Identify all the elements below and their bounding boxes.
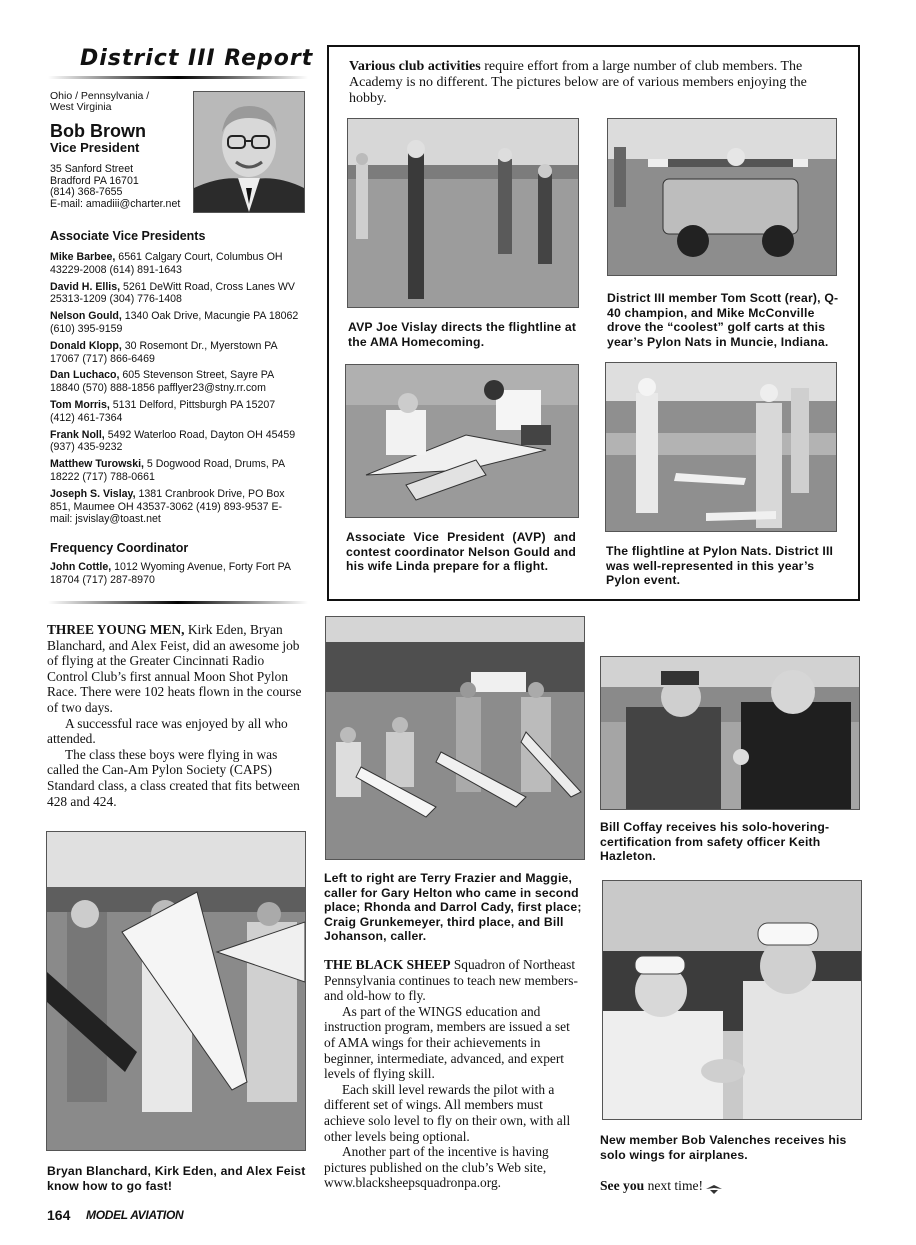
photo-golf-carts-image	[608, 119, 836, 275]
photo-valenches-image	[603, 881, 861, 1119]
vp-email[interactable]: E-mail: amadiii@charter.net	[50, 197, 181, 210]
photo-gould-prepare	[345, 364, 579, 518]
photo-valenches-wings	[602, 880, 862, 1120]
article1-p2: A successful race was enjoyed by all who attended.	[47, 715, 288, 747]
avp-entry: Dan Luchaco, 605 Stevenson Street, Sayre PA 18840 (570) 888-1856 pafflyer23@stny.rr.com	[50, 369, 274, 395]
avp-entry: Joseph S. Vislay, 1381 Cranbrook Drive, PO Box 851, Maumee OH 43537-3062 (419) 893-9537 E-mail: jsvislay@toast.net	[50, 487, 285, 526]
vp-phone: (814) 368-7655	[50, 186, 123, 199]
photo-golf-carts	[607, 118, 837, 276]
caption-coffay-certification: Bill Coffay receives his solo-hovering-certification from safety officer Keith Hazleton.	[600, 820, 830, 864]
caption-valenches-wings: New member Bob Valenches receives his solo wings for airplanes.	[600, 1133, 847, 1162]
photo-pylon-flightline	[605, 362, 837, 532]
article-three-young-men	[47, 622, 304, 809]
club-activities-intro: Various club activities require effort from a large number of club members. The Academy is no different. The pictures below are of various members enjoying the hobby.	[349, 59, 807, 106]
caption-golf-carts: District III member Tom Scott (rear), Q-40 champion, and Mike McConville drove the “coolest” golf carts at this year’s Pylon Nats in Muncie, Indiana.	[607, 291, 839, 349]
photo-boys-pylon	[46, 831, 306, 1151]
avp-entry: Donald Klopp, 30 Rosemont Dr., Myerstown PA 17067 (717) 866-6469	[50, 339, 278, 365]
frequency-coordinator	[50, 561, 302, 591]
photo-coffay-image	[601, 657, 859, 809]
avp-entry: Nelson Gould, 1340 Oak Drive, Macungie PA 18062 (610) 395-9159	[50, 310, 299, 335]
avp-entry: Frank Noll, 5492 Waterloo Road, Dayton OH 45459 (937) 435-9232	[50, 428, 296, 454]
photo-boys-pylon-image	[47, 832, 305, 1150]
photo-pylon-flightline-image	[606, 363, 836, 531]
avp-entry: David H. Ellis, 5261 DeWitt Road, Cross Lanes WV 25313-1209 (304) 776-1408	[50, 280, 295, 306]
signoff: See you next time!	[600, 1178, 722, 1194]
vp-address-street: 35 Sanford Street	[50, 163, 134, 175]
caption-boys-pylon: Bryan Blanchard, Kirk Eden, and Alex Feist know how to go fast!	[47, 1164, 306, 1193]
caption-group-pylon: Left to right are Terry Frazier and Maggie, caller for Gary Helton who came in second place; Rhonda and Darrol Cady, first place; Craig Grunkemeyer, third place, and Bill Johanson, caller.	[324, 871, 582, 944]
article2-p2: As part of the WINGS education and instruction program, members are issued a set of AMA wings for their achievements in beginner, intermediate, advanced, and expert levels of flying skill.	[324, 1003, 570, 1082]
region-label: Ohio / Pennsylvania / West Virginia	[50, 90, 150, 113]
caption-gould-prepare: Associate Vice President (AVP) and contest coordinator Nelson Gould and his wife Linda prepare for a flight.	[346, 530, 576, 574]
ama-logo-icon	[706, 1182, 722, 1191]
report-title: District III Report	[80, 46, 314, 71]
article2-p4: Another part of the incentive is having pictures published on the club’s Web site, www.blacksheepsquadronpa.org.	[324, 1144, 549, 1191]
photo-flightline-director-image	[348, 119, 578, 307]
vp-address-city: Bradford PA 16701	[50, 174, 139, 187]
photo-flightline-director	[347, 118, 579, 308]
magazine-name: MODEL AVIATION	[86, 1208, 184, 1222]
photo-group-pylon	[325, 616, 585, 860]
article2-p1: THE BLACK SHEEP Squadron of Northeast Pennsylvania continues to teach new members-and old-how to fly.	[324, 957, 578, 1004]
article1-p3: The class these boys were flying in was called the Can-Am Pylon Society (CAPS) Standard class, a class created that fits between 428 and 424.	[47, 746, 300, 809]
article2-p3: Each skill level rewards the pilot with a different set of wings. All members must achieve solo level to fly on their own, with all other levels being optional.	[324, 1081, 571, 1144]
frequency-coordinator-heading: Frequency Coordinator	[50, 541, 189, 555]
avp-entry: Matthew Turowski, 5 Dogwood Road, Drums, PA 18222 (717) 788-0661	[50, 458, 285, 483]
article1-p1: THREE YOUNG MEN, Kirk Eden, Bryan Blanchard, and Alex Feist, did an awesome job of flying at the Greater Cincinnati Radio Control Club’s first annual Moon Shot Pylon Race. There were 102 heats flown in the course of two days.	[47, 622, 302, 715]
caption-flightline-director: AVP Joe Vislay directs the flightline at the AMA Homecoming.	[348, 320, 577, 349]
vp-portrait-photo	[193, 91, 305, 213]
caption-pylon-flightline: The flightline at Pylon Nats. District III was well-represented in this year’s Pylon event.	[606, 544, 834, 588]
photo-group-pylon-image	[326, 617, 584, 859]
vp-name: Bob Brown	[50, 121, 146, 141]
page-number: 164	[47, 1207, 71, 1223]
avp-heading: Associate Vice Presidents	[50, 229, 206, 243]
avp-entry: Tom Morris, 5131 Delford, Pittsburgh PA 15207 (412) 461-7364	[50, 398, 276, 424]
avp-entry: Mike Barbee, 6561 Calgary Court, Columbus OH 43229-2008 (614) 891-1643	[50, 251, 283, 276]
vp-title: Vice President	[50, 140, 140, 155]
freq-entry: John Cottle, 1012 Wyoming Avenue, Forty Fort PA 18704 (717) 287-8970	[50, 561, 291, 586]
title-rule	[48, 76, 308, 79]
portrait-illustration	[194, 92, 304, 212]
sidebar-bottom-rule	[48, 601, 308, 604]
photo-coffay-certification	[600, 656, 860, 810]
avp-list	[50, 251, 302, 530]
photo-gould-prepare-image	[346, 365, 578, 517]
vp-contact	[50, 164, 180, 210]
article-black-sheep	[324, 957, 582, 1191]
